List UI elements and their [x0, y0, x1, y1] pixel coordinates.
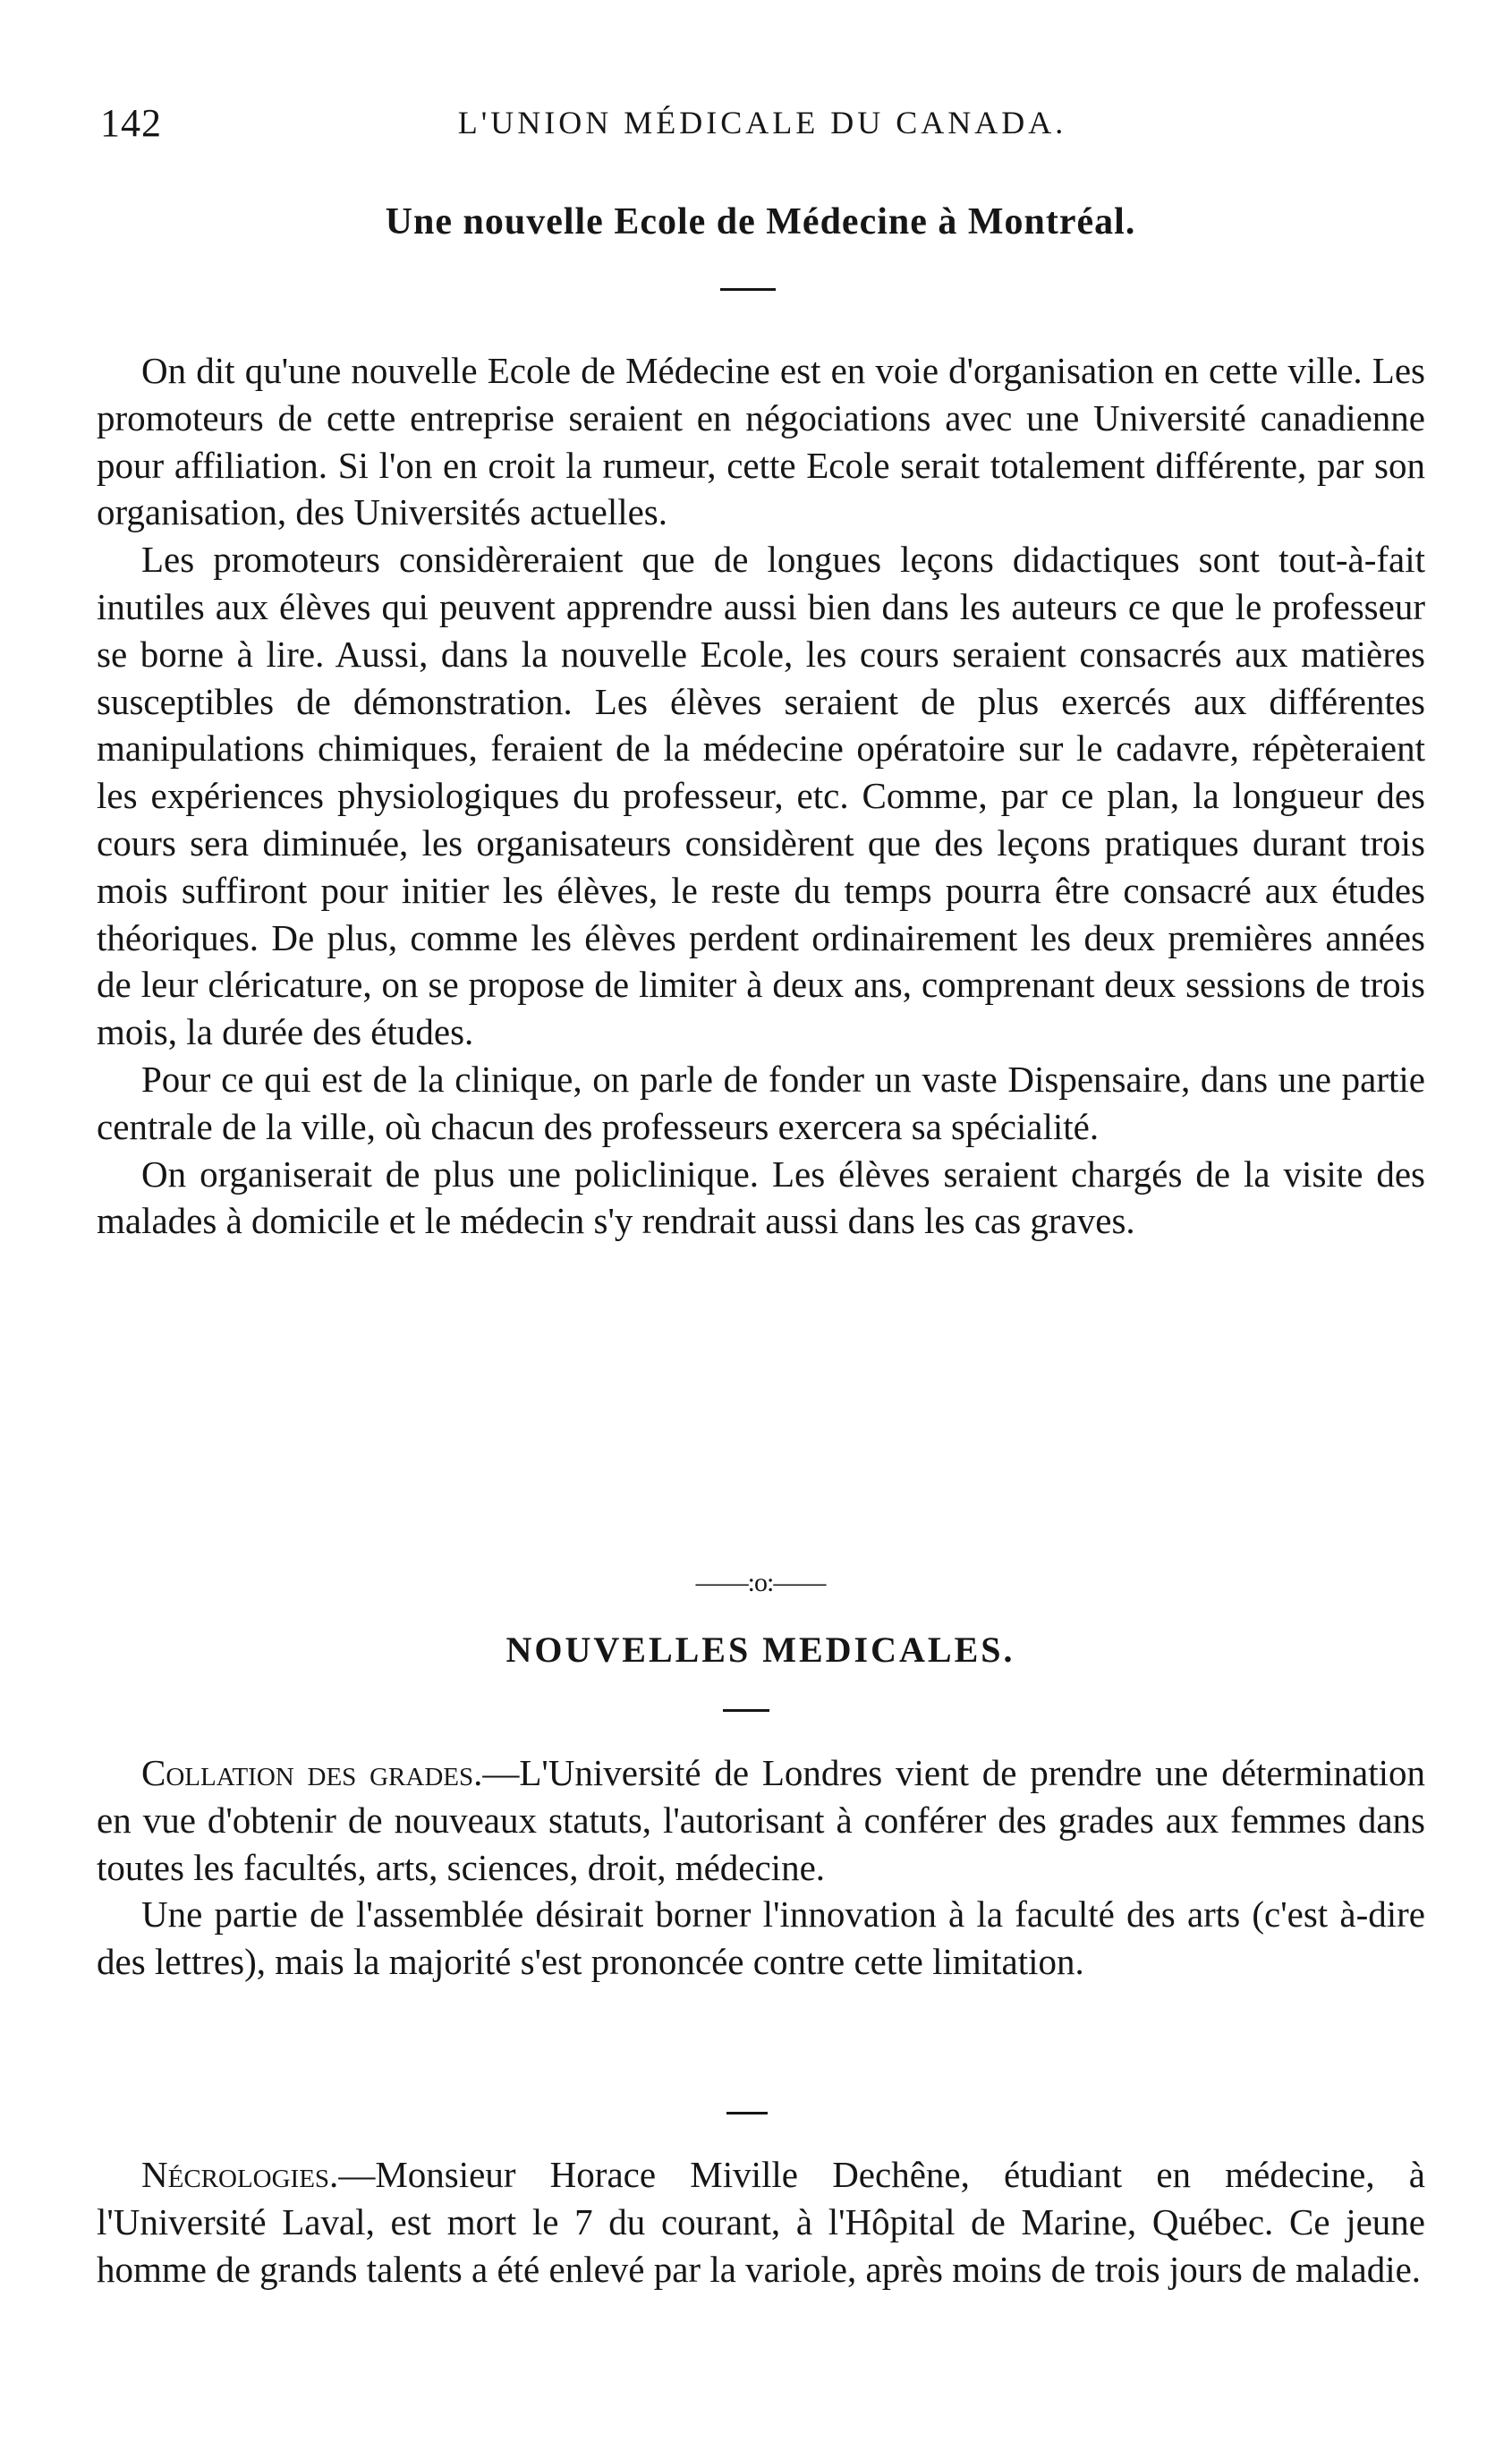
article-paragraph: Pour ce qui est de la clinique, on parle de fonder un vaste Dispensaire, dans une partie centrale de la ville, où chacun des professeurs exercera sa spécialité.	[97, 1058, 1425, 1147]
news-text: —L'Université de Londres vient de prendre une détermination en vue d'obtenir de nouveaux statuts, l'autorisant à conférer des grades aux femmes dans toutes les facultés, arts, sciences, droit, médecine.	[97, 1752, 1425, 1888]
article-title: Une nouvelle Ecole de Médecine à Montréal.	[385, 201, 1136, 242]
article-paragraph: Les promoteurs considèreraient que de longues leçons didactiques sont tout-à-fait inutiles aux élèves qui peuvent apprendre aussi bien dans les auteurs ce que le professeur se borne à lire. Aussi, dans la nouvelle Ecole, les cours seraient consacrés aux matières susceptibles de démonstration. Les élèves seraient de plus exercés aux différentes manipulations chimiques, feraient de la médecine opératoire sur le cadavre, répèteraient les expériences physiologiques du professeur, etc. Comme, par ce plan, la longueur des cours sera diminuée, les organisateurs considèrent que des leçons pratiques durant trois mois suffiront pour initier les élèves, le reste du temps pourra être consacré aux études théoriques. De plus, comme les élèves perdent ordinairement les deux premières années de leur cléricature, on se propose de limiter à deux ans, comprenant deux sessions de trois mois, la durée des études.	[97, 539, 1425, 1053]
news-item-obituary	[97, 2151, 1425, 2293]
news-item-grades	[97, 1749, 1425, 1986]
page-number: 142	[100, 101, 162, 145]
title-rule	[720, 288, 776, 291]
article-paragraph: On dit qu'une nouvelle Ecole de Médecine est en voie d'organisation en cette ville. Les promoteurs de cette entreprise seraient en négociations avec une Université canadienne pour affiliation. Si l'on en croit la rumeur, cette Ecole serait totalement différente, par son organisation, des Universités actuelles.	[97, 350, 1425, 533]
section-title: NOUVELLES MEDICALES.	[505, 1629, 1015, 1670]
news-text: —Monsieur Horace Miville Dechêne, étudiant en médecine, à l'Université Laval, est mort le 7 du courant, à l'Hôpital de Marine, Québec. Ce jeune homme de grands talents a été enlevé par la variole, après moins de trois jours de maladie.	[97, 2154, 1425, 2290]
journal-title: L'UNION MÉDICALE DU CANADA.	[457, 105, 1067, 140]
news-lead: Collation des grades.	[141, 1752, 483, 1793]
article-body	[97, 347, 1425, 1245]
news-paragraph	[97, 2151, 1425, 2293]
news-lead: Nécrologies.	[141, 2154, 339, 2195]
running-head	[100, 100, 1424, 154]
section-separator: ——:o:——	[695, 1568, 826, 1597]
news-item-rule	[726, 2112, 768, 2114]
article-paragraph: On organiserait de plus une policlinique. Les élèves seraient chargés de la visite des malades à domicile et le médecin s'y rendrait aussi dans les cas graves.	[97, 1153, 1425, 1242]
section-title-rule	[723, 1709, 769, 1712]
news-paragraph	[97, 1749, 1425, 1891]
news-paragraph: Une partie de l'assemblée désirait borner l'innovation à la faculté des arts (c'est à-dire des lettres), mais la majorité s'est prononcée contre cette limitation.	[97, 1893, 1425, 1983]
